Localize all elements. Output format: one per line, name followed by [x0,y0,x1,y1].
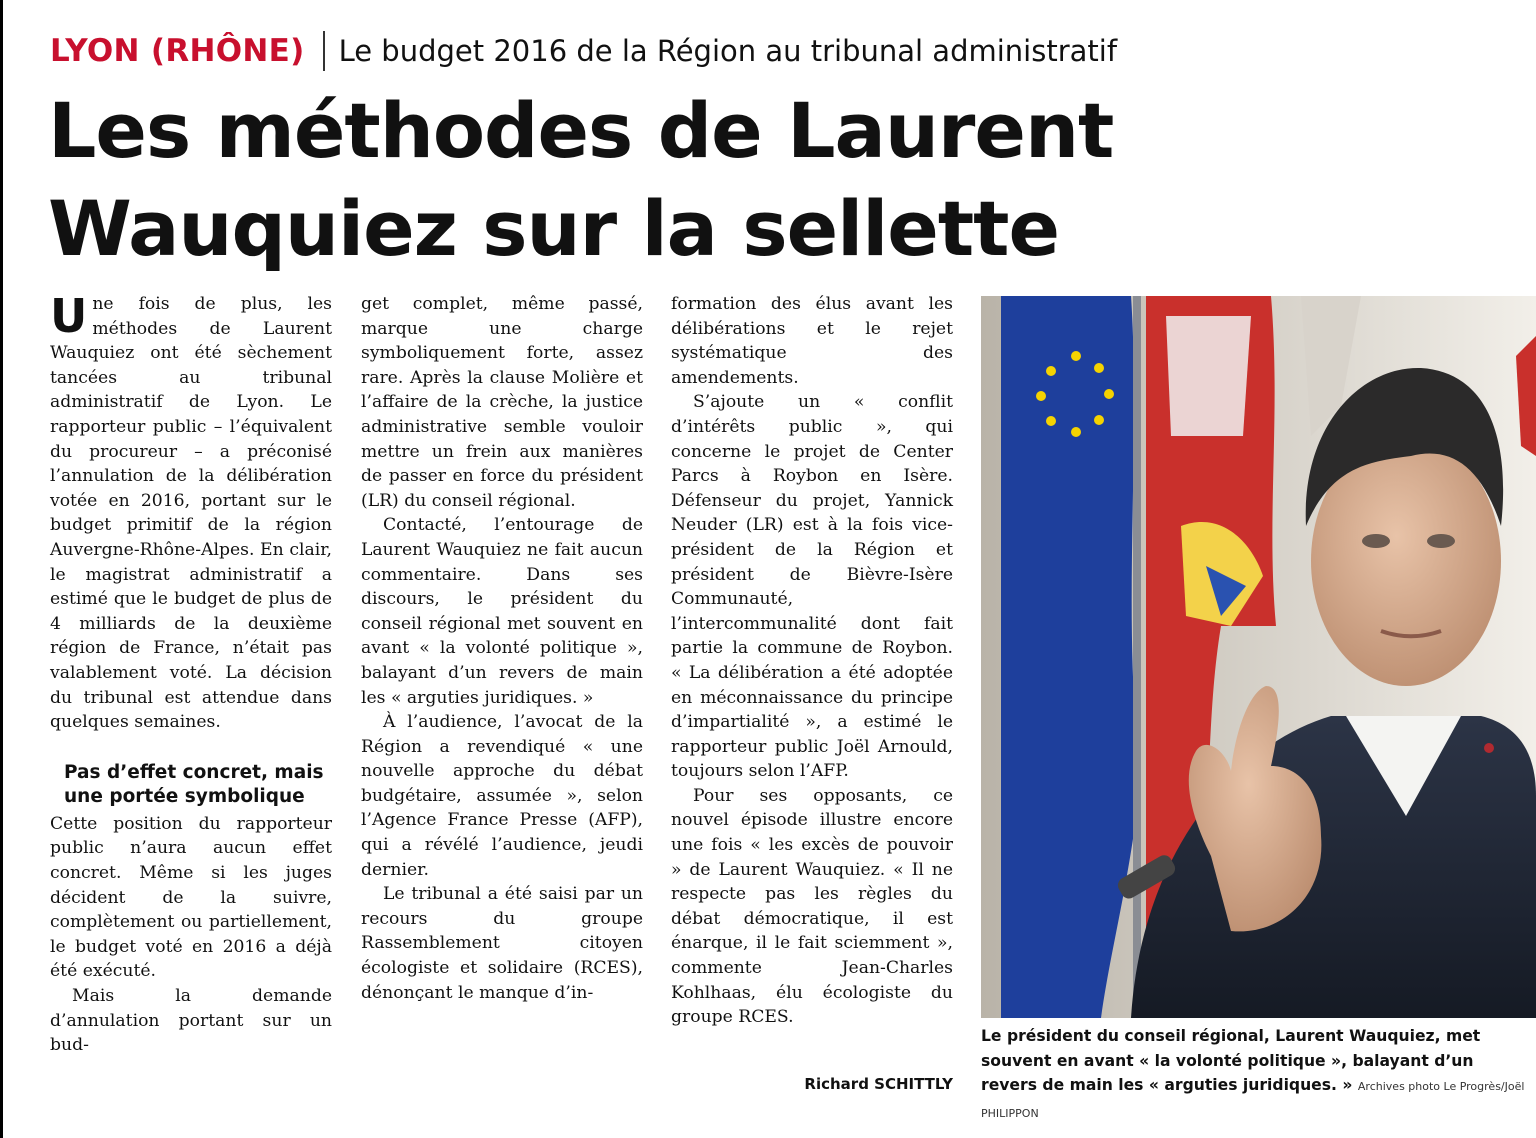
article-paragraph: Mais la demande d’annulation portant sur un bud- [50,986,332,1056]
kicker [50,26,1117,76]
kicker-location: LYON (RHÔNE) [50,33,305,69]
flag-pole [1133,296,1141,1018]
kicker-separator [323,31,325,71]
photo [981,296,1536,1018]
article-paragraph: get complet, même passé, marque une charge symboliquement forte, assez rare. Après la clause Molière et l’affaire de la crèche, la justice administrative semble vouloir mettre un frein aux manières de passer en force du président (LR) du conseil régional. [361,294,643,511]
article-paragraph: formation des élus avant les délibérations et le rejet systématique des amendements. [671,294,953,388]
drop-cap: U [50,289,88,343]
photo-illustration [981,296,1536,1018]
lapel-pin [1484,743,1494,753]
article-paragraph: À l’audience, l’avocat de la Région a revendiqué « une nouvelle approche du débat budgétaire, assumée », selon l’Agence France Presse (AFP), qui a révélé l’audience, jeudi dernier. [361,712,643,880]
article-paragraph: S’ajoute un « conflit d’intérêts public », qui concerne le projet de Center Parcs à Roybon en Isère. Défenseur du projet, Yannick Neuder (LR) est à la fois vice-président de la Région et président de Bièvre-Isère Communauté, l’intercommunalité dont fait partie la commune de Roybon. « La délibération a été adoptée en méconnaissance du principe d’impartialité », a estimé le rapporteur public Joël Arnould, toujours selon l’AFP. [671,392,953,782]
kicker-subtitle: Le budget 2016 de la Région au tribunal administratif [338,34,1118,68]
photo-caption-text: Le président du conseil régional, Laurent Wauquiez, met souvent en avant « la volonté politique », balayant d’un revers de main les « arguties juridiques. » [981,1027,1481,1094]
article-paragraph: Contacté, l’entourage de Laurent Wauquiez ne fait aucun commentaire. Dans ses discours, le président du conseil régional met souvent en avant « la volonté politique », balayant d’un revers de main les « arguties juridiques. » [361,515,643,708]
person-eye-right [1427,534,1455,548]
article-column-2 [361,292,643,1005]
eu-flag-shape [1001,296,1141,1018]
article-paragraph [50,289,332,735]
byline: Richard SCHITTLY [804,1075,953,1093]
article-paragraph: Pour ses opposants, ce nouvel épisode illustre encore une fois « les excès de pouvoir » de Laurent Wauquiez. « Il ne respecte pas les règles du débat démocratique, il est énarque, il le fait sciemment », commente Jean-Charles Kohlhaas, élu écologiste du groupe RCES. [671,785,953,1028]
article-paragraph: Cette position du rapporteur public n’aura aucun effet concret. Même si les juges décident de la suivre, complètement ou partiellement, le budget voté en 2016 a déjà été exécuté. [50,813,332,982]
person-eye-left [1362,534,1390,548]
article-paragraph: Le tribunal a été saisi par un recours du groupe Rassemblement citoyen écologiste et solidaire (RCES), dénonçant le manque d’in- [361,884,643,1003]
photo-caption [981,1024,1526,1126]
regional-flag-white-band [1166,316,1251,436]
article-column-1 [50,289,332,1058]
page-left-rule [0,0,3,1138]
article-column-3 [671,292,953,1030]
article-lead-text: ne fois de plus, les méthodes de Laurent Wauquiez ont été sèchement tancées au tribunal administratif de Lyon. Le rapporteur public – l’équivalent du procureur – a préconisé l’annulation de la délibération votée en 2016, portant sur le budget primitif de la région Auvergne-Rhône-Alpes. En clair, le magistrat administratif a estimé que le budget de plus de 4 milliards de la deuxième région de France, n’était pas valablement voté. La décision du tribunal est attendue dans quelques semaines. [50,294,332,733]
article-subhead: Pas d’effet concret, mais une portée symbolique [64,761,324,808]
photo-credit: Archives photo Le Progrès/Joël PHILIPPON [981,1080,1525,1120]
headline: Les méthodes de Laurent Wauquiez sur la sellette [48,86,1114,273]
